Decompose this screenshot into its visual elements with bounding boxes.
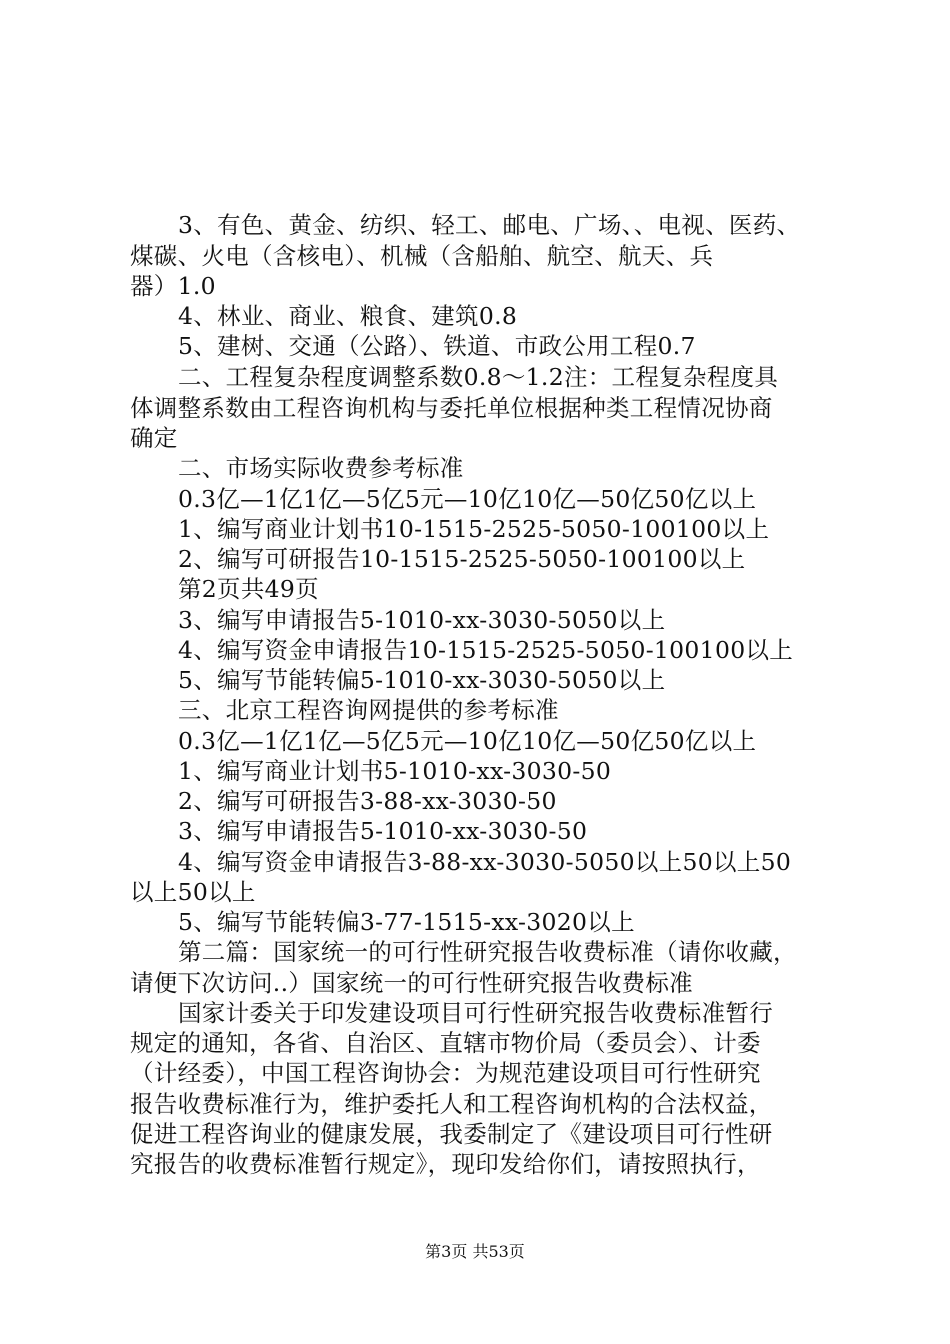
text-line: 1、编写商业计划书10-1515-2525-5050-100100以上 <box>178 515 770 543</box>
text-line: 5、编写节能转偏5-1010-xx-3030-5050以上 <box>178 666 666 694</box>
text-line: 3、编写申请报告5-1010-xx-3030-50 <box>178 817 588 845</box>
text-line: 5、编写节能转偏3-77-1515-xx-3020以上 <box>178 908 635 936</box>
text-line: 以上50以上 <box>130 878 256 906</box>
text-line: 2、编写可研报告10-1515-2525-5050-100100以上 <box>178 545 746 573</box>
text-line: 规定的通知，各省、自治区、直辖市物价局（委员会）、计委 <box>130 1029 761 1057</box>
text-line: 请便下次访问..）国家统一的可行性研究报告收费标准 <box>130 969 693 997</box>
text-line: 国家计委关于印发建设项目可行性研究报告收费标准暂行 <box>178 999 773 1027</box>
text-line: 三、北京工程咨询网提供的参考标准 <box>178 696 559 724</box>
text-line: 促进工程咨询业的健康发展，我委制定了《建设项目可行性研 <box>130 1120 773 1148</box>
text-line: 4、编写资金申请报告3-88-xx-3030-5050以上50以上50 <box>178 848 792 876</box>
text-line: 第二篇：国家统一的可行性研究报告收费标准（请你收藏， <box>178 938 797 966</box>
text-line: 4、林业、商业、粮食、建筑0.8 <box>178 302 518 330</box>
text-line: 5、建树、交通（公路）、铁道、市政公用工程0.7 <box>178 332 696 360</box>
text-line: 1、编写商业计划书5-1010-xx-3030-50 <box>178 757 612 785</box>
text-line: 器）1.0 <box>130 272 216 300</box>
page-footer: 第3页 共53页 <box>425 1242 525 1261</box>
text-line: 二、市场实际收费参考标准 <box>178 454 464 482</box>
text-line: 2、编写可研报告3-88-xx-3030-50 <box>178 787 557 815</box>
text-line: 二、工程复杂程度调整系数0.8～1.2注：工程复杂程度具 <box>178 363 779 391</box>
text-line: （计经委），中国工程咨询协会：为规范建设项目可行性研究 <box>130 1059 761 1087</box>
text-line: 体调整系数由工程咨询机构与委托单位根据种类工程情况协商 <box>130 394 773 422</box>
text-line: 第2页共49页 <box>178 575 319 603</box>
text-line: 确定 <box>130 424 178 452</box>
text-line: 0.3亿—1亿1亿—5亿5元—10亿10亿—50亿50亿以上 <box>178 485 757 513</box>
text-line: 煤碳、火电（含核电）、机械（含船舶、航空、航天、兵 <box>130 242 714 270</box>
text-line: 4、编写资金申请报告10-1515-2525-5050-100100以上 <box>178 636 794 664</box>
text-line: 0.3亿—1亿1亿—5亿5元—10亿10亿—50亿50亿以上 <box>178 727 757 755</box>
text-line: 3、有色、黄金、纺织、轻工、邮电、广场、、电视、医药、 <box>178 211 801 239</box>
text-line: 报告收费标准行为，维护委托人和工程咨询机构的合法权益， <box>130 1090 773 1118</box>
text-line: 3、编写申请报告5-1010-xx-3030-5050以上 <box>178 606 666 634</box>
text-line: 究报告的收费标准暂行规定》，现印发给你们，请按照执行， <box>130 1150 761 1178</box>
